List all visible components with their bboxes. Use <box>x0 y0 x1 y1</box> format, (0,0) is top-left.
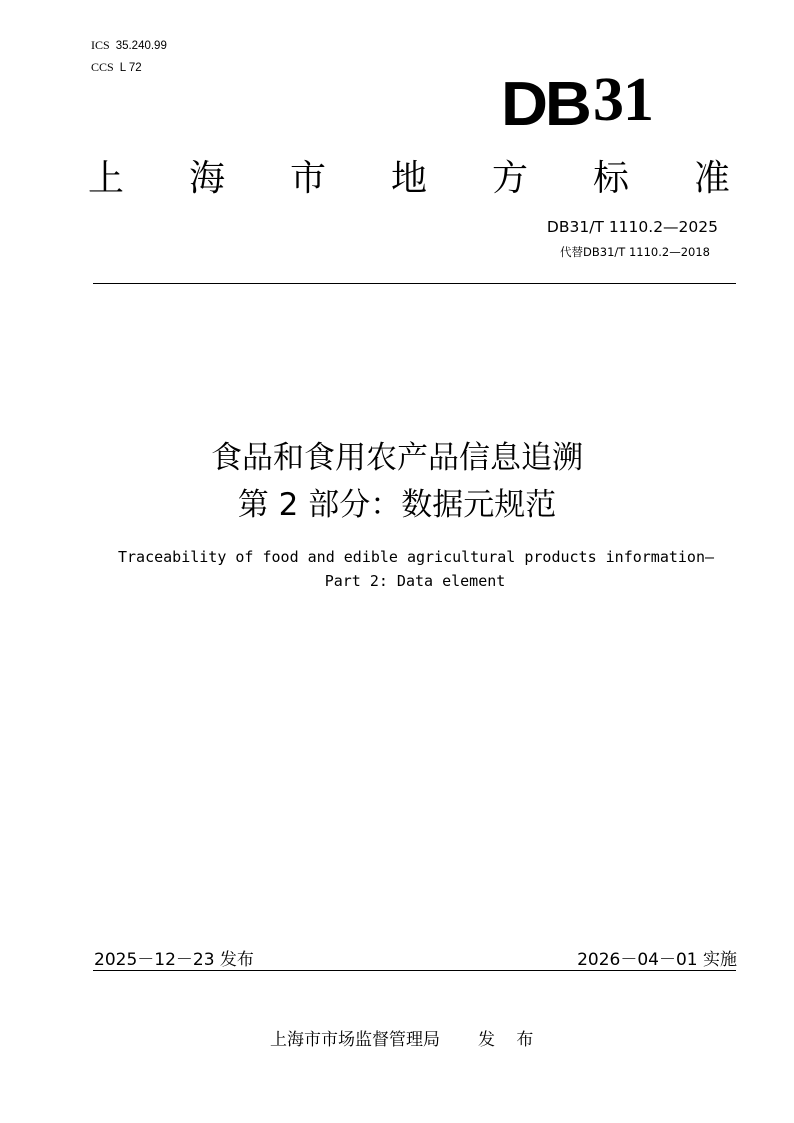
chinese-title-line-1: 食品和食用农产品信息追溯 <box>211 440 583 476</box>
standard-type-char: 地 <box>390 158 427 199</box>
ccs-code: L 72 <box>119 62 142 74</box>
implementation-date: 2026－04－01 实施 <box>577 950 737 970</box>
ics-code: 35.240.99 <box>115 40 167 52</box>
ics-label: ICS <box>91 38 110 52</box>
ccs-label: CCS <box>91 60 114 74</box>
ics-classification <box>91 38 167 53</box>
chinese-title-line-2: 第 2 部分：数据元规范 <box>237 487 557 523</box>
english-title-line-2: Part 2: Data element <box>324 572 506 590</box>
publish-action: 发 布 <box>478 1030 542 1050</box>
standard-type-char: 市 <box>289 158 326 199</box>
standard-number: DB31/T 1110.2—2025 <box>546 218 718 236</box>
replaces-standard: 代替DB31/T 1110.2—2018 <box>560 245 710 259</box>
standard-type-char: 标 <box>592 158 629 199</box>
bottom-divider <box>93 970 736 971</box>
logo-number: 31 <box>593 66 653 134</box>
publisher-name: 上海市市场监督管理局 <box>270 1030 440 1050</box>
issue-date: 2025－12－23 发布 <box>94 950 254 970</box>
standard-type-char: 方 <box>491 158 528 199</box>
standard-type-char: 海 <box>188 158 225 199</box>
standard-type-heading <box>86 150 732 201</box>
english-title-line-1: Traceability of food and edible agricultural products information— <box>117 548 715 566</box>
ccs-classification <box>91 60 142 75</box>
standard-type-char: 准 <box>693 158 730 199</box>
publisher-line <box>270 1025 541 1050</box>
logo-prefix: DB <box>501 70 589 139</box>
top-divider <box>93 283 736 284</box>
standard-type-char: 上 <box>87 158 124 199</box>
db31-logo <box>501 66 681 139</box>
